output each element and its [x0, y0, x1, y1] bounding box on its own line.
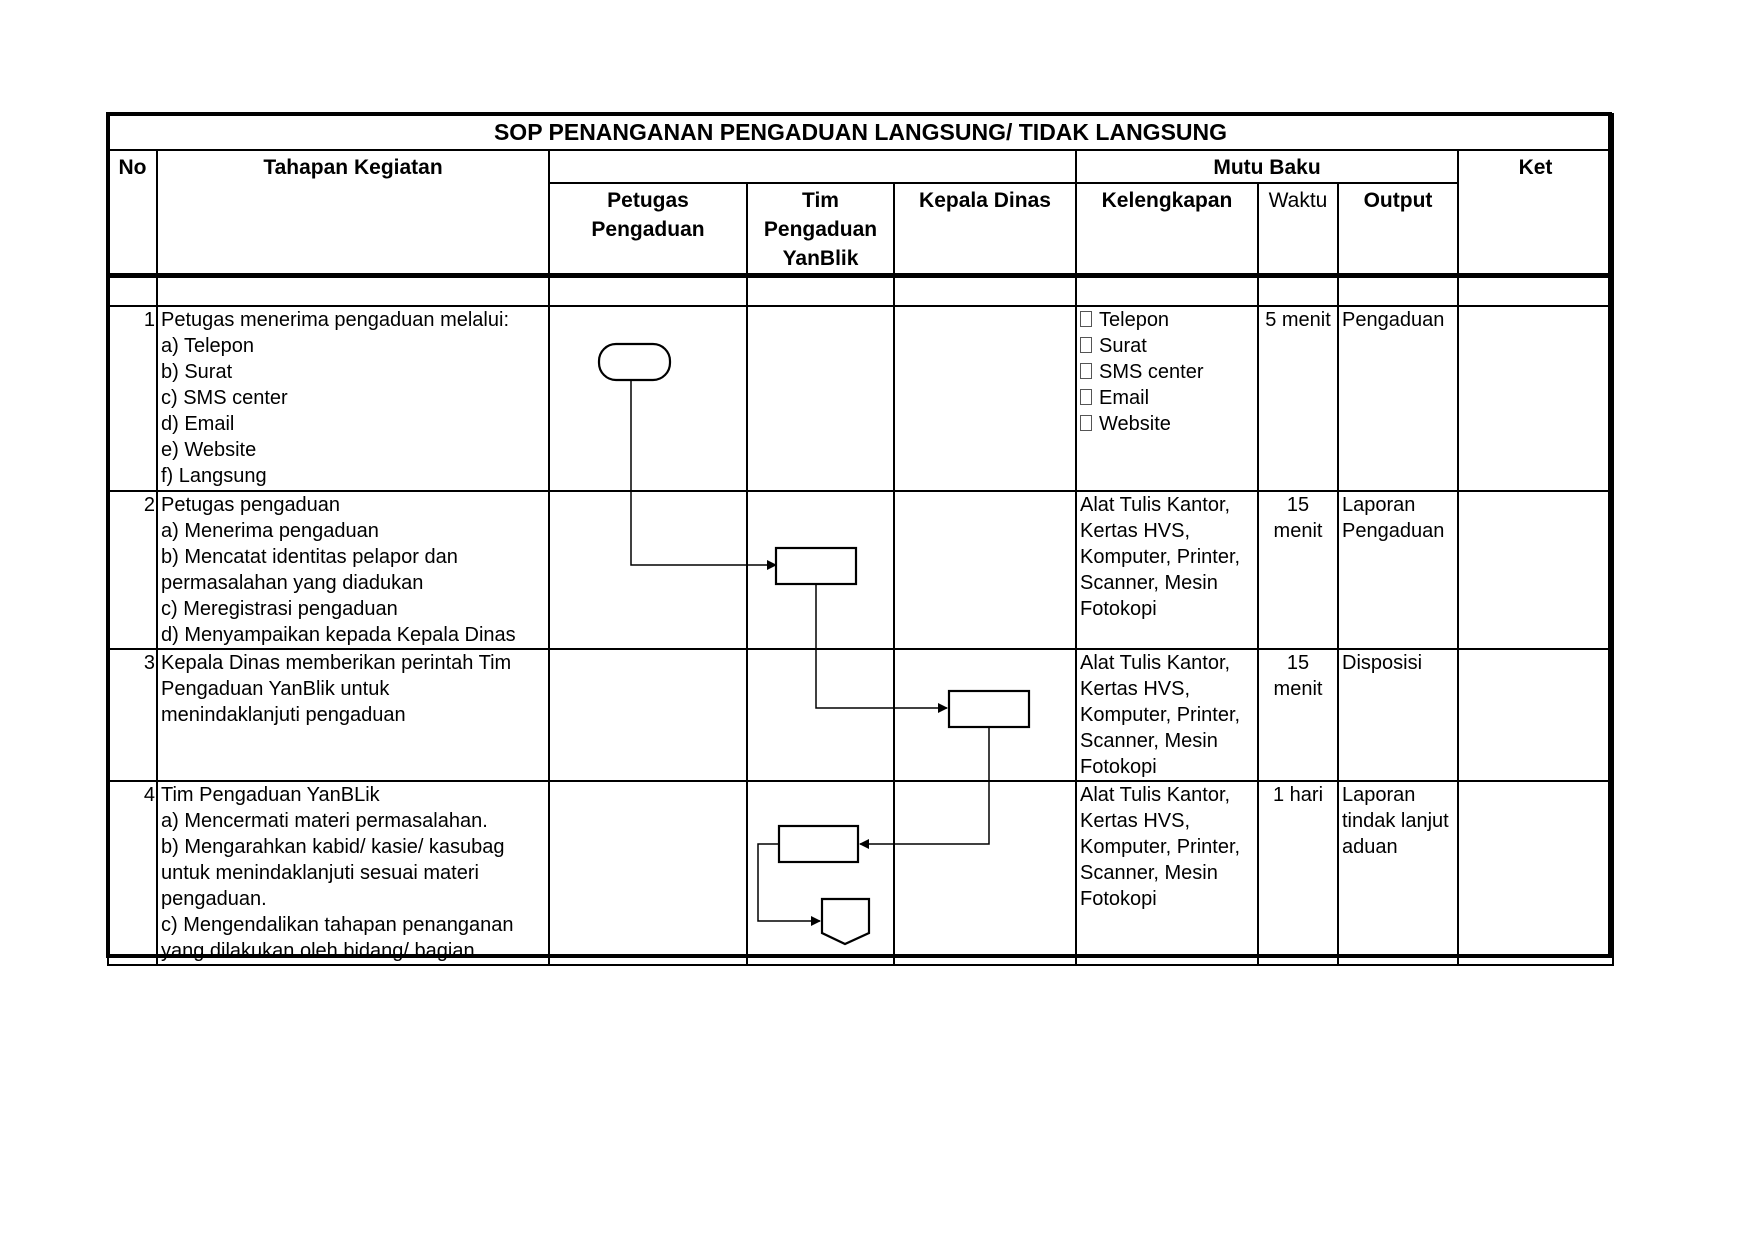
kelengkapan-line: Komputer, Printer,	[1080, 835, 1241, 858]
kelengkapan-line: Alat Tulis Kantor,	[1080, 783, 1231, 806]
checkbox-bullet-icon	[1080, 337, 1092, 353]
step-line: yang dilakukan oleh bidang/ bagian.	[161, 939, 481, 962]
header-tim-line3: YanBlik	[782, 247, 859, 270]
kelengkapan-line: Kertas HVS,	[1080, 519, 1191, 542]
header-mutu-baku: Mutu Baku	[1076, 150, 1458, 183]
table-row	[108, 649, 1613, 781]
kelengkapan-line: Komputer, Printer,	[1080, 703, 1241, 726]
header-tim-line2: Pengaduan	[763, 218, 878, 241]
step-description	[157, 781, 549, 965]
kelengkapan-cell	[1076, 306, 1258, 491]
header-output: Output	[1338, 183, 1458, 276]
output-cell	[1338, 649, 1458, 781]
spacer-cell	[108, 276, 157, 306]
kelengkapan-item: Telepon	[1080, 307, 1255, 333]
output-line: Laporan	[1342, 493, 1416, 516]
header-waktu: Waktu	[1258, 183, 1338, 276]
header-tahapan-kegiatan: Tahapan Kegiatan	[157, 150, 549, 276]
step-line: e) Website	[161, 438, 257, 461]
lane-petugas	[549, 491, 747, 649]
spacer-cell	[894, 276, 1076, 306]
kelengkapan-item: Email	[1080, 385, 1255, 411]
row-number: 3	[108, 649, 157, 781]
kelengkapan-cell	[1076, 491, 1258, 649]
step-line: d) Menyampaikan kepada Kepala Dinas	[161, 623, 516, 646]
kelengkapan-line: Fotokopi	[1080, 887, 1157, 910]
step-description	[157, 491, 549, 649]
kelengkapan-line: Scanner, Mesin	[1080, 571, 1218, 594]
header-petugas-pengaduan	[549, 183, 747, 276]
output-line: Pengaduan	[1342, 308, 1445, 331]
spacer-cell	[1458, 276, 1613, 306]
row-number: 2	[108, 491, 157, 649]
kelengkapan-line: Scanner, Mesin	[1080, 729, 1218, 752]
header-kepala-dinas: Kepala Dinas	[894, 183, 1076, 276]
step-line: Pengaduan YanBlik untuk	[161, 677, 390, 700]
kelengkapan-cell	[1076, 781, 1258, 965]
table-row	[108, 781, 1613, 965]
waktu-line: 1 hari	[1272, 783, 1324, 806]
step-line: untuk menindaklanjuti sesuai materi	[161, 861, 479, 884]
spacer-cell	[1076, 276, 1258, 306]
header-petugas-line2: Pengaduan	[591, 218, 705, 241]
step-line: c) Mengendalikan tahapan penanganan	[161, 913, 514, 936]
output-line: Pengaduan	[1342, 519, 1445, 542]
checkbox-bullet-icon	[1080, 389, 1092, 405]
waktu-line: 5 menit	[1265, 308, 1331, 331]
lane-tim	[747, 306, 894, 491]
lane-tim	[747, 649, 894, 781]
kelengkapan-line: Alat Tulis Kantor,	[1080, 651, 1231, 674]
output-line: tindak lanjut	[1342, 809, 1449, 832]
spacer-cell	[747, 276, 894, 306]
kelengkapan-line: Fotokopi	[1080, 755, 1157, 778]
step-line: b) Mengarahkan kabid/ kasie/ kasubag	[161, 835, 505, 858]
waktu-cell	[1258, 781, 1338, 965]
step-line: f) Langsung	[161, 464, 267, 487]
step-description	[157, 306, 549, 491]
step-line: Kepala Dinas memberikan perintah Tim	[161, 651, 512, 674]
output-cell	[1338, 781, 1458, 965]
lane-kepala	[894, 306, 1076, 491]
kelengkapan-line: Fotokopi	[1080, 597, 1157, 620]
ket-cell	[1458, 649, 1613, 781]
spacer-row	[108, 276, 1613, 306]
kelengkapan-item: SMS center	[1080, 359, 1255, 385]
table-row	[108, 491, 1613, 649]
step-line: d) Email	[161, 412, 235, 435]
step-line: a) Menerima pengaduan	[161, 519, 379, 542]
document-title: SOP PENANGANAN PENGADUAN LANGSUNG/ TIDAK LANGSUNG	[108, 114, 1613, 150]
step-line: permasalahan yang diadukan	[161, 571, 424, 594]
header-no: No	[108, 150, 157, 276]
lane-kepala	[894, 649, 1076, 781]
lane-petugas	[549, 306, 747, 491]
row-number: 1	[108, 306, 157, 491]
kelengkapan-line: Kertas HVS,	[1080, 809, 1191, 832]
header-kelengkapan: Kelengkapan	[1076, 183, 1258, 276]
step-line: menindaklanjuti pengaduan	[161, 703, 406, 726]
step-line: pengaduan.	[161, 887, 267, 910]
kelengkapan-line: Kertas HVS,	[1080, 677, 1191, 700]
waktu-line: menit	[1273, 677, 1323, 700]
sop-table	[107, 113, 1614, 966]
checkbox-bullet-icon	[1080, 415, 1092, 431]
lane-kepala	[894, 491, 1076, 649]
step-line: Petugas menerima pengaduan melalui:	[161, 308, 509, 331]
lane-tim	[747, 781, 894, 965]
ket-cell	[1458, 306, 1613, 491]
spacer-cell	[1338, 276, 1458, 306]
spacer-cell	[157, 276, 549, 306]
step-line: a) Telepon	[161, 334, 255, 357]
kelengkapan-line: Scanner, Mesin	[1080, 861, 1218, 884]
output-cell	[1338, 491, 1458, 649]
lane-tim	[747, 491, 894, 649]
output-line: aduan	[1342, 835, 1398, 858]
lane-petugas	[549, 781, 747, 965]
kelengkapan-cell	[1076, 649, 1258, 781]
checkbox-bullet-icon	[1080, 311, 1092, 327]
waktu-cell	[1258, 491, 1338, 649]
step-line: b) Mencatat identitas pelapor dan	[161, 545, 458, 568]
output-line: Disposisi	[1342, 651, 1423, 674]
waktu-cell	[1258, 649, 1338, 781]
kelengkapan-item: Surat	[1080, 333, 1255, 359]
output-cell	[1338, 306, 1458, 491]
header-pelaksana-blank	[549, 150, 1076, 183]
waktu-line: 15	[1286, 493, 1310, 516]
kelengkapan-item: Website	[1080, 411, 1255, 437]
waktu-line: menit	[1273, 519, 1323, 542]
kelengkapan-line: Komputer, Printer,	[1080, 545, 1241, 568]
step-line: c) SMS center	[161, 386, 288, 409]
lane-kepala	[894, 781, 1076, 965]
waktu-cell	[1258, 306, 1338, 491]
checkbox-bullet-icon	[1080, 363, 1092, 379]
step-line: Tim Pengaduan YanBLik	[161, 783, 380, 806]
ket-cell	[1458, 781, 1613, 965]
step-line: a) Mencermati materi permasalahan.	[161, 809, 488, 832]
step-line: c) Meregistrasi pengaduan	[161, 597, 398, 620]
ket-cell	[1458, 491, 1613, 649]
kelengkapan-line: Alat Tulis Kantor,	[1080, 493, 1231, 516]
header-petugas-line1: Petugas	[607, 189, 689, 212]
spacer-cell	[1258, 276, 1338, 306]
waktu-line: 15	[1286, 651, 1310, 674]
header-ket: Ket	[1458, 150, 1613, 276]
lane-petugas	[549, 649, 747, 781]
step-line: b) Surat	[161, 360, 233, 383]
header-tim-pengaduan	[747, 183, 894, 276]
step-description	[157, 649, 549, 781]
table-row	[108, 306, 1613, 491]
header-tim-line1: Tim	[802, 189, 839, 212]
output-line: Laporan	[1342, 783, 1416, 806]
row-number: 4	[108, 781, 157, 965]
step-line: Petugas pengaduan	[161, 493, 341, 516]
spacer-cell	[549, 276, 747, 306]
